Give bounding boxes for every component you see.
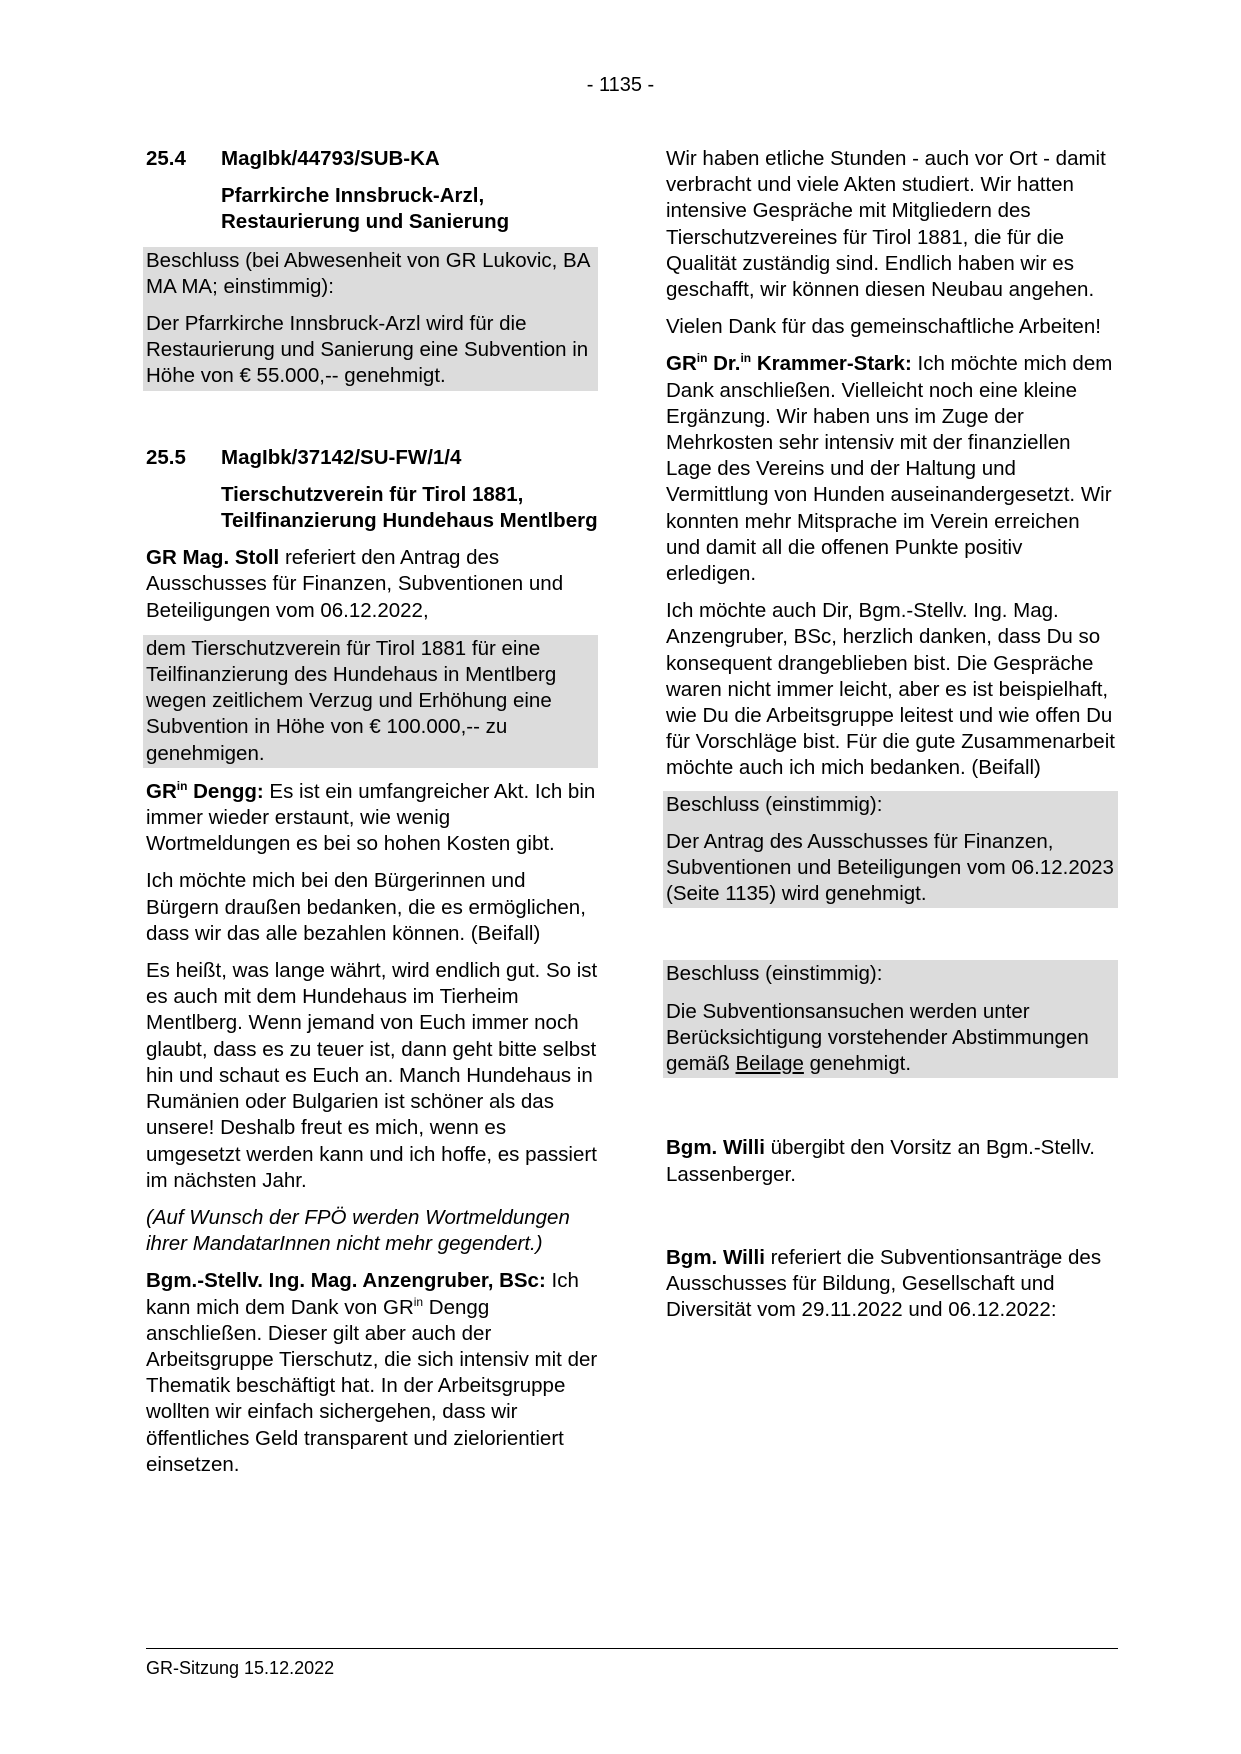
section-code: MagIbk/44793/SUB-KA (221, 147, 440, 170)
page-number: - 1135 - (586, 74, 655, 96)
motion-box (143, 635, 598, 768)
section-25-4-heading (146, 146, 598, 172)
motion-text: dem Tierschutzverein für Tirol 1881 für eine Teilfinanzierung des Hundehaus in Mentlberg wegen zeitlichem Verzug und Erhöhung eine Subvention in Höhe von € 100.000,-- zu genehmigen. (146, 636, 557, 765)
section-title: Tierschutzverein für Tirol 1881, Teilfinanzierung Hundehaus Mentlberg (221, 482, 598, 533)
speaker-name: $GR^{in}$ Dr.$^{in}$ Krammer-Stark: (666, 351, 912, 376)
section-number: 25.4 (146, 147, 186, 170)
section-code: MagIbk/37142/SU-FW/1/4 (221, 445, 462, 469)
speech-anzengruber: Bgm.-Stellv. Ing. Mag. Anzengruber, BSc: Ich kann mich dem Dank von $GR^{in}$ Dengg anschließen. Dieser gilt aber auch der Arbeitsgruppe Tierschutz, die sich intensiv mit der Thematik beschäftigt hat. In der Arbeitsgruppe wollten wir einfach sichergehen, dass wir öffentliches Geld transparent und zielorientiert einsetzen. (146, 1269, 598, 1476)
speech-krammer-stark (666, 351, 1118, 587)
paragraph: Ich möchte mich bei den Bürgerinnen und Bürgern draußen bedanken, die es ermöglichen, dass wir das alle bezahlen können. (Beifall) (146, 869, 586, 945)
speaker-name: Bgm.-Stellv. Ing. Mag. Anzengruber, BSc: (146, 1269, 546, 1293)
speech-text: referiert die Subventionsanträge des Ausschusses für Bildung, Gesellschaft und Diversität vom 29.11.2022 und 06.12.2022: (666, 1245, 1102, 1322)
resolution-label: Beschluss (einstimmig): (666, 962, 883, 986)
speech-text: Es ist ein umfangreicher Akt. Ich bin immer wieder erstaunt, wie wenig Wortmeldungen es bei so hohen Kosten gibt. (146, 779, 596, 856)
footer: GR-Sitzung 15.12.2022 (146, 1658, 335, 1678)
resolution-label: Beschluss (einstimmig): (666, 792, 883, 816)
speaker-name: Bgm. Willi (666, 1245, 765, 1269)
resolution-text: Der Pfarrkirche Innsbruck-Arzl wird für die Restaurierung und Sanierung eine Subvention in Höhe von € 55.000,-- genehmigt. (146, 312, 589, 388)
speaker-name: Bgm. Willi (666, 1136, 765, 1160)
speaker-name: $GR^{in}$ Dengg: (146, 778, 264, 803)
left-column (146, 146, 598, 1478)
right-column (666, 146, 1118, 1323)
speech-text: Ich möchte mich dem Dank anschließen. Vielleicht noch eine kleine Ergänzung. Wir haben uns im Zuge der Mehrkosten sehr intensiv mit der finanziellen Lage des Vereins und der Haltung und Vermittlung von Hunden auseinandergesetzt. Wir konnten mehr Mitsprache im Verein erreichen und damit all die offenen Punkte positiv erledigen. (666, 352, 1113, 586)
resolution-label: Beschluss (bei Abwesenheit von GR Lukovic, BA MA MA; einstimmig): (146, 248, 590, 298)
speech-dengg (146, 779, 598, 858)
speech-stoll (146, 545, 598, 624)
section-25-5-heading (146, 445, 598, 471)
paragraph: Ich möchte auch Dir, Bgm.-Stellv. Ing. Mag. Anzengruber, BSc, herzlich danken, dass Du so konsequent drangeblieben bist. Die Gespräche waren nicht immer leicht, aber es ist beispielhaft, wie Du die Arbeitsgruppe leitest und wie offen Du für Vorschläge bist. Für die gute Zusammenarbeit möchte auch ich mich bedanken. (Beifall) (666, 599, 1115, 780)
footer-divider (146, 1648, 1118, 1649)
paragraph: Es heißt, was lange währt, wird endlich gut. So ist es auch mit dem Hundehaus im Tierheim Mentlberg. Wenn jemand von Euch immer noch glaubt, dass es zu teuer ist, dann geht bitte selbst hin und schaut es Euch an. Manch Hundehaus in Rumänien oder Bulgarien ist schöner als das unsere! Deshalb freut es mich, wenn es umgesetzt werden kann und ich hoffe, es passiert im nächsten Jahr. (146, 959, 598, 1192)
speaker-name: GR Mag. Stoll (146, 546, 280, 570)
resolution-box (663, 791, 1118, 909)
speech-text: übergibt den Vorsitz an Bgm.-Stellv. Lassenberger. (666, 1136, 1095, 1186)
speech-willi-1 (666, 1135, 1118, 1187)
speech-text: referiert den Antrag des Ausschusses für Finanzen, Subventionen und Beteiligungen vom 06.12.2022, (146, 546, 564, 622)
resolution-box (663, 960, 1118, 1078)
section-title: Pfarrkirche Innsbruck-Arzl, Restaurierung und Sanierung (221, 184, 510, 234)
speech-willi-2 (666, 1245, 1118, 1324)
resolution-text: Die Subventionsansuchen werden unter Berücksichtigung vorstehender Abstimmungen gemäß Beilage genehmigt. (666, 999, 1089, 1076)
resolution-text: Der Antrag des Ausschusses für Finanzen, Subventionen und Beteiligungen vom 06.12.2023 (Seite 1135) wird genehmigt. (666, 829, 1114, 906)
note-fpo: (Auf Wunsch der FPÖ werden Wortmeldungen ihrer MandatarInnen nicht mehr gegendert.) (146, 1205, 570, 1256)
resolution-box (143, 247, 598, 391)
section-number: 25.5 (146, 445, 186, 469)
paragraph: Vielen Dank für das gemeinschaftliche Arbeiten! (666, 315, 1101, 339)
paragraph: Wir haben etliche Stunden - auch vor Ort - damit verbracht und viele Akten studiert. Wir hatten intensive Gespräche mit Mitgliedern des Tierschutzvereines für Tirol 1881, die für die Qualität zuständig sind. Endlich haben wir es geschafft, wir können diesen Neubau angehen. (666, 147, 1106, 302)
beilage-link[interactable]: Beilage (735, 1052, 804, 1076)
